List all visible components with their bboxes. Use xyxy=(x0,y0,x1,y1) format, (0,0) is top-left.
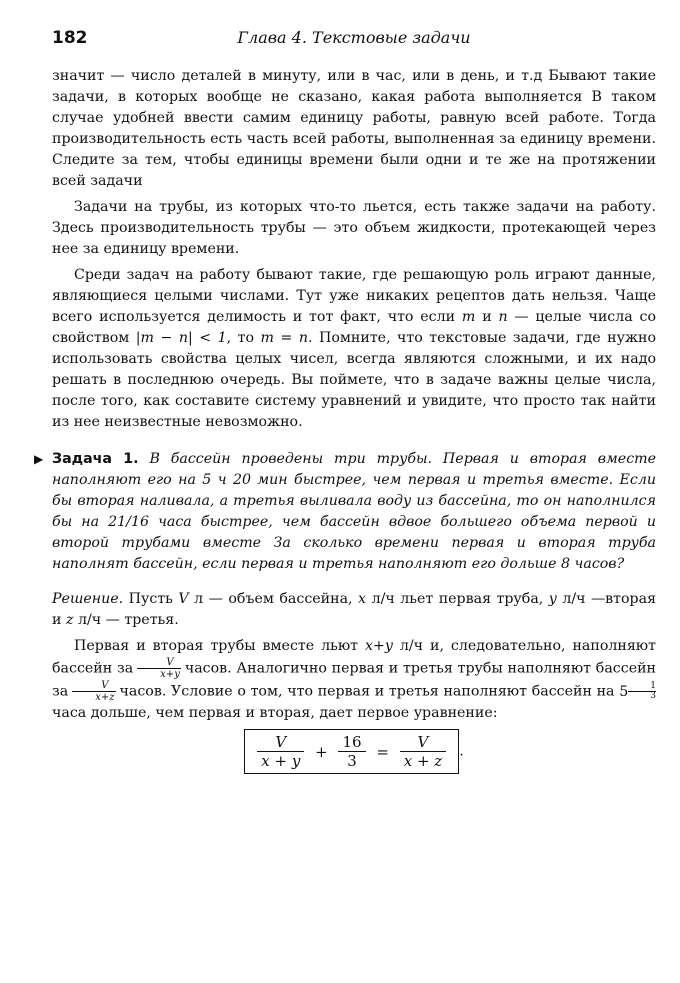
p5-text-c: часов. Аналогично первая и третья трубы наполняют бассейн за xyxy=(52,660,656,700)
eq-rhs-fraction: $\frac{V}{x + z}$ xyxy=(400,733,446,770)
solution-s1: Пусть xyxy=(128,591,173,607)
var-m: m xyxy=(461,309,476,325)
equality-formula: m = n xyxy=(260,330,308,346)
p3-text-c: , то xyxy=(226,330,255,346)
paragraph-3 xyxy=(52,265,656,433)
solution-s5: л/ч — третья. xyxy=(77,612,179,628)
var-x: x xyxy=(358,591,367,607)
var-n: n xyxy=(498,309,508,325)
eq-lhs-fraction: $\frac{V}{x + y}$ xyxy=(257,733,304,770)
condition-formula: |m − n| < 1 xyxy=(135,330,227,346)
paragraph-2: Задачи на трубы, из которых что-то льется, есть также задачи на работу. Здесь производительность трубы — это объем жидкости, протекающей через нее за единицу времени. xyxy=(52,199,656,257)
p5-text-a: Первая и вторая трубы вместе льют xyxy=(74,638,359,654)
solution-s3: л/ч льет первая труба, xyxy=(371,591,544,607)
eq-trailing-period: . xyxy=(459,743,464,760)
eq-plus: + xyxy=(315,742,328,761)
fraction-v-over-xz: $\frac{V}{x+z}$ xyxy=(72,680,115,703)
p5-text-d: часов. Условие о том, что первая и третья наполняют бассейн на xyxy=(119,683,615,700)
eq-equals: = xyxy=(376,742,389,761)
running-title: Глава 4. Текстовые задачи xyxy=(237,28,471,47)
solution-paragraph xyxy=(52,589,656,631)
equation-row xyxy=(52,729,656,774)
p3-text-d: . Помните, что текстовые задачи, где нужно использовать свойства целых чисел, всегда являются сложными, и их надо решать в последнюю очередь. Вы поймете, что в задаче важны целые числа, после того, как составите систему уравнений и увидите, что просто так найти из нее неизвестные невозможно. xyxy=(52,330,657,430)
problem-1 xyxy=(34,449,657,575)
paragraph-1: значит — число деталей в минуту, или в час, или в день, и т.д Бывают такие задачи, в которых вообще не сказано, какая работа выполняется В таком случае удобней ввести самим единицу работы, равную всей работе. Тогда производительность есть часть всей работы, выполненная за единицу времени. Следите за тем, чтобы единицы времени были одни и те же на протяжении всей задачи xyxy=(52,68,656,189)
problem-marker-icon: ▶ xyxy=(34,452,44,466)
solution-label: Решение. xyxy=(52,591,124,607)
mixed-number: 5 $\frac{1}{3}$ xyxy=(619,681,657,701)
p3-text-b: — целые числа со свойством xyxy=(52,309,656,346)
solution-s4: л/ч —вторая и xyxy=(52,591,657,628)
page-number: 182 xyxy=(52,28,88,48)
var-y: y xyxy=(548,591,557,607)
fraction-v-over-xy: $\frac{V}{x+y}$ xyxy=(137,657,181,680)
p5-text-b: л/ч и, следовательно, наполняют бассейн за xyxy=(52,638,656,677)
var-V: V xyxy=(178,591,189,607)
p3-text-a: Среди задач на работу бывают такие, где решающую роль играют данные, являющиеся целыми числами. Тут уже никаких рецептов дать нельзя. Чаще всего используется делимость и тот факт, что если xyxy=(52,267,656,325)
first-equation xyxy=(244,729,459,774)
solution-s2: л — объем бассейна, xyxy=(194,591,353,607)
problem-label: Задача 1. xyxy=(52,451,139,467)
p5-text-e: часа дольше, чем первая и вторая, дает первое уравнение: xyxy=(52,705,498,721)
var-z: z xyxy=(65,612,74,628)
page-body xyxy=(34,66,657,774)
problem-text: В бассейн проведены три трубы. Первая и вторая вместе наполняют его на 5 ч 20 мин быстрее, чем первая и третья вместе. Если бы вторая наливала, а третья выливала воду из бассейна, то он наполнился бы на 21/16 часа быстрее, чем бассейн вдвое большего объема первой и второй трубами вместе За сколько времени первая и вторая труба наполнят бассейн, если первая и третья наполняют его дольше 8 часов? xyxy=(52,451,657,572)
eq-mid-fraction: $\frac{16}{3}$ xyxy=(338,733,365,770)
page-header xyxy=(52,28,656,54)
sum-xy: x+y xyxy=(365,638,393,654)
paragraph-5 xyxy=(52,636,656,724)
p3-and: и xyxy=(482,309,492,325)
